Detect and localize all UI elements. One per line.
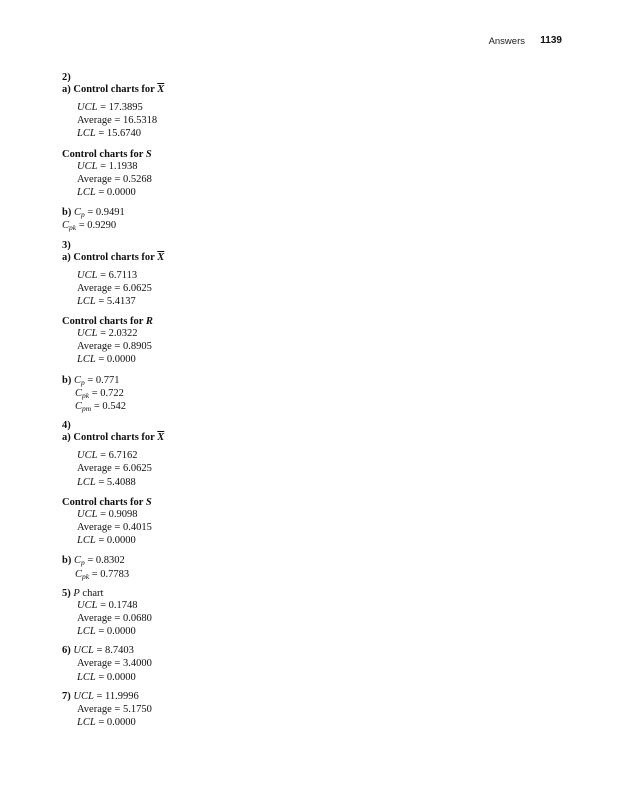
answer-number: 2)	[62, 72, 71, 83]
cpk-line: $C_{pk} = 0.722$	[75, 387, 124, 400]
lcl-line: LCL = 0.0000	[77, 626, 136, 638]
answer-2	[62, 72, 542, 232]
xbar-chart-values	[77, 270, 542, 308]
cp-line: b) $C_p = 0.9491$	[62, 207, 125, 220]
lcl-line: LCL = 5.4137	[77, 295, 136, 307]
lcl-line: LCL = 0.0000	[77, 671, 136, 683]
lcl-line: LCL = 0.0000	[77, 186, 136, 198]
cpm-line: $C_{pm} = 0.542$	[75, 401, 126, 413]
r-chart-heading: Control charts for R	[62, 316, 153, 328]
answer-6	[62, 645, 542, 683]
cpk-line: $C_{pk} = 0.7783$	[75, 568, 130, 581]
average-line: Average = 0.4015	[77, 521, 152, 533]
answer-3	[62, 240, 542, 414]
ucl-line: 7) UCL = 11.9996	[62, 690, 139, 702]
answers-content	[62, 72, 542, 730]
answer-7	[62, 691, 542, 729]
ucl-line: UCL = 6.7113	[77, 269, 138, 281]
answer-4	[62, 420, 542, 580]
header-section-title: Answers	[488, 36, 525, 47]
ucl-line: 6) UCL = 8.7403	[62, 645, 134, 657]
cp-line: b) $C_p = 0.8302$	[62, 555, 125, 568]
x-bar-symbol: $\overline{X}$	[157, 432, 165, 444]
s-chart-values	[77, 509, 542, 547]
s-chart-values	[77, 161, 542, 199]
average-line: Average = 16.5318	[77, 115, 158, 127]
chart-values	[77, 658, 542, 683]
cpk-line: $C_{pk} = 0.9290$	[62, 220, 117, 233]
p-chart-heading: 5) P chart	[62, 587, 104, 599]
header-page-number: 1139	[540, 35, 562, 46]
answer-5	[62, 588, 542, 638]
average-line: Average = 6.0625	[77, 463, 152, 475]
x-bar-symbol: $\overline{X}$	[157, 251, 165, 263]
average-line: Average = 0.5268	[77, 173, 152, 185]
average-line: Average = 6.0625	[77, 282, 152, 294]
x-bar-symbol: $\overline{X}$	[157, 84, 165, 95]
part-a-heading: a) Control charts for $\overline{X}$	[62, 432, 165, 444]
r-chart-values	[77, 328, 542, 366]
average-line: Average = 5.1750	[77, 704, 152, 715]
ucl-line: UCL = 17.3895	[77, 102, 143, 113]
cp-line: b) $C_p = 0.771$	[62, 374, 120, 387]
ucl-line: UCL = 1.1938	[77, 160, 138, 172]
ucl-line: UCL = 0.9098	[77, 508, 138, 520]
part-a-heading: a) Control charts for $\overline{X}$	[62, 84, 165, 95]
ucl-line: UCL = 0.1748	[77, 599, 138, 611]
xbar-chart-values	[77, 102, 542, 140]
lcl-line: LCL = 5.4088	[77, 476, 136, 488]
s-chart-heading: Control charts for S	[62, 496, 152, 508]
lcl-line: LCL = 0.0000	[77, 354, 136, 366]
ucl-line: UCL = 6.7162	[77, 450, 138, 462]
chart-values	[77, 704, 542, 729]
part-a-heading: a) Control charts for $\overline{X}$	[62, 251, 165, 263]
s-chart-heading: Control charts for S	[62, 148, 152, 160]
answer-number: 4)	[62, 420, 71, 432]
lcl-line: LCL = 15.6740	[77, 128, 141, 140]
p-chart-values	[77, 600, 542, 638]
ucl-line: UCL = 2.0322	[77, 328, 138, 340]
xbar-chart-values	[77, 450, 542, 488]
lcl-line: LCL = 0.0000	[77, 535, 136, 547]
average-line: Average = 3.4000	[77, 658, 152, 670]
average-line: Average = 0.8905	[77, 341, 152, 353]
lcl-line: LCL = 0.0000	[77, 717, 136, 729]
average-line: Average = 0.0680	[77, 612, 152, 624]
running-header	[0, 36, 625, 50]
answer-number: 3)	[62, 239, 71, 251]
